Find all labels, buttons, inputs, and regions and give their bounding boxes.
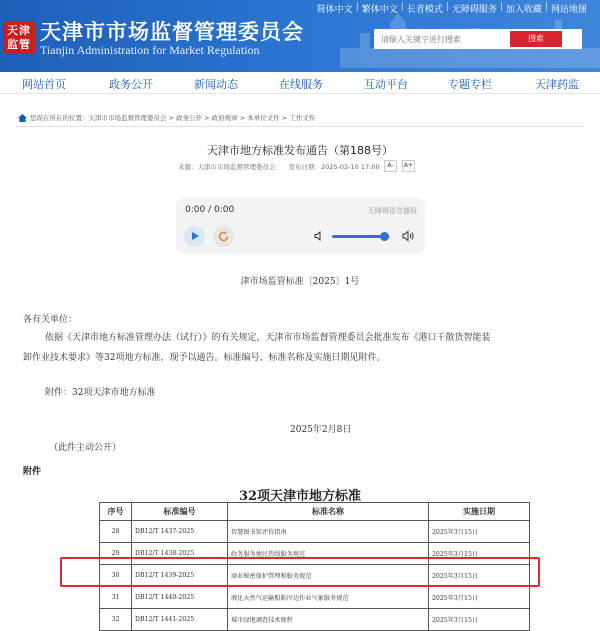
document-paragraph-line2: 卸作业技术要求》等32项地方标准，现予以通告。标准编号、标准名称及实施日期见附件。 (23, 353, 386, 363)
font-larger-button[interactable]: A+ (402, 160, 415, 172)
header-date: 实施日期 (429, 503, 530, 521)
breadcrumb-divider (16, 126, 584, 127)
link-simplified-chinese[interactable]: 简体中文 (316, 5, 353, 15)
table-title: 32项天津市地方标准 (238, 489, 362, 504)
link-separator: | (499, 2, 503, 12)
cell-no: 29 (100, 543, 132, 565)
document-public-note: （此件主动公开） (49, 443, 122, 453)
nav-online-service[interactable]: 在线服务 (279, 78, 323, 91)
nav-government-affairs[interactable]: 政务公开 (109, 78, 153, 91)
audio-time: 0:00 / 0:00 (185, 205, 235, 215)
search-button[interactable]: 搜索 (510, 31, 562, 47)
audio-player (176, 198, 425, 254)
cell-date: 2025年3月15日 (429, 587, 530, 609)
link-add-favorite[interactable]: 加入收藏 (505, 5, 542, 15)
nav-interaction[interactable]: 互动平台 (364, 78, 408, 91)
main-nav (0, 72, 600, 94)
cell-code: DB12/T 1441-2025 (132, 609, 228, 631)
home-icon (18, 114, 27, 122)
article-title: 天津市地方标准发布通告（第188号） (207, 144, 393, 157)
cell-name: 城市绿地调查技术规程 (228, 609, 429, 631)
cell-no: 30 (100, 565, 132, 587)
cell-code: DB12/T 1439-2025 (132, 565, 228, 587)
cell-code: DB12/T 1438-2025 (132, 543, 228, 565)
cell-no: 32 (100, 609, 132, 631)
cell-name: 政务服务便民热线服务规范 (228, 543, 429, 565)
volume-level (332, 235, 384, 238)
cell-code: DB12/T 1437-2025 (132, 521, 228, 543)
cell-name: 商业秘密保护管理和服务规范 (228, 565, 429, 587)
document-date: 2025年2月8日 (290, 425, 352, 435)
site-header (0, 0, 600, 72)
search-input[interactable] (374, 29, 508, 49)
replay-button[interactable] (213, 226, 234, 247)
link-traditional-chinese[interactable]: 繁体中文 (361, 5, 398, 15)
top-links (314, 2, 590, 15)
link-separator: | (355, 2, 359, 12)
replay-icon (217, 230, 230, 243)
article-meta: 来源：天津市市场监督管理委员会 发布日期：2025-02-10 17:00 (178, 163, 380, 171)
site-title[interactable]: 天津市市场监督管理委员会 (40, 20, 304, 44)
volume-slider-handle[interactable] (380, 232, 389, 241)
breadcrumb-text[interactable]: 您现在所在的位置：天津市市场监督管理委员会 > 政务公开 > 政府规章 > 本单位文件 > 工作文件 (30, 114, 316, 122)
link-elder-mode[interactable]: 长者模式 (406, 5, 443, 15)
site-logo[interactable] (3, 22, 35, 54)
cell-no: 28 (100, 521, 132, 543)
link-separator: | (400, 2, 404, 12)
site-subtitle: Tianjin Administration for Market Regulation (40, 43, 260, 57)
header-code: 标准编号 (132, 503, 228, 521)
document-greeting: 各有关单位： (23, 315, 78, 325)
cell-date: 2025年3月15日 (429, 543, 530, 565)
play-button[interactable] (184, 226, 205, 247)
link-accessibility[interactable]: 无障碍服务 (451, 5, 497, 15)
nav-tianjin-drug[interactable]: 天津药监 (535, 78, 579, 91)
link-sitemap[interactable]: 网站地图 (550, 5, 587, 15)
link-separator: | (445, 2, 449, 12)
logo-text: 天津监管 (7, 24, 31, 51)
table-row (100, 521, 530, 543)
cell-no: 31 (100, 587, 132, 609)
cell-name: 液化天然气运输船舶岸边作业气象服务规范 (228, 587, 429, 609)
attachment-label: 附件 (23, 467, 42, 477)
document-attachment-line: 附件：32项天津市地方标准 (45, 388, 156, 398)
document-number: 津市场监管标准〔2025〕1号 (240, 277, 360, 287)
cell-date: 2025年3月15日 (429, 565, 530, 587)
cell-date: 2025年3月15日 (429, 521, 530, 543)
nav-home[interactable]: 网站首页 (22, 78, 66, 91)
table-row (100, 609, 530, 631)
table-row (100, 587, 530, 609)
highlight-box (60, 557, 540, 587)
cell-name: 智慧图书馆评价指南 (228, 521, 429, 543)
header-no: 序号 (100, 503, 132, 521)
volume-low-icon[interactable] (314, 231, 323, 241)
nav-news[interactable]: 新闻动态 (194, 78, 238, 91)
cell-code: DB12/T 1440-2025 (132, 587, 228, 609)
document-paragraph-line1: 依据《天津市地方标准管理办法（试行）》的有关规定，天津市市场监督管理委员会批准发布《港口干散货智能装 (45, 333, 491, 343)
table-header-row (100, 503, 530, 521)
breadcrumb (18, 113, 315, 122)
nav-special-topics[interactable]: 专题专栏 (448, 78, 492, 91)
volume-high-icon[interactable] (402, 230, 415, 242)
cell-date: 2025年3月15日 (429, 609, 530, 631)
font-smaller-button[interactable]: A- (384, 160, 397, 172)
link-separator: | (544, 2, 548, 12)
header-name: 标准名称 (228, 503, 429, 521)
search-box (374, 29, 582, 49)
accessibility-audio-label[interactable]: 无障碍语音播报 (368, 207, 417, 215)
